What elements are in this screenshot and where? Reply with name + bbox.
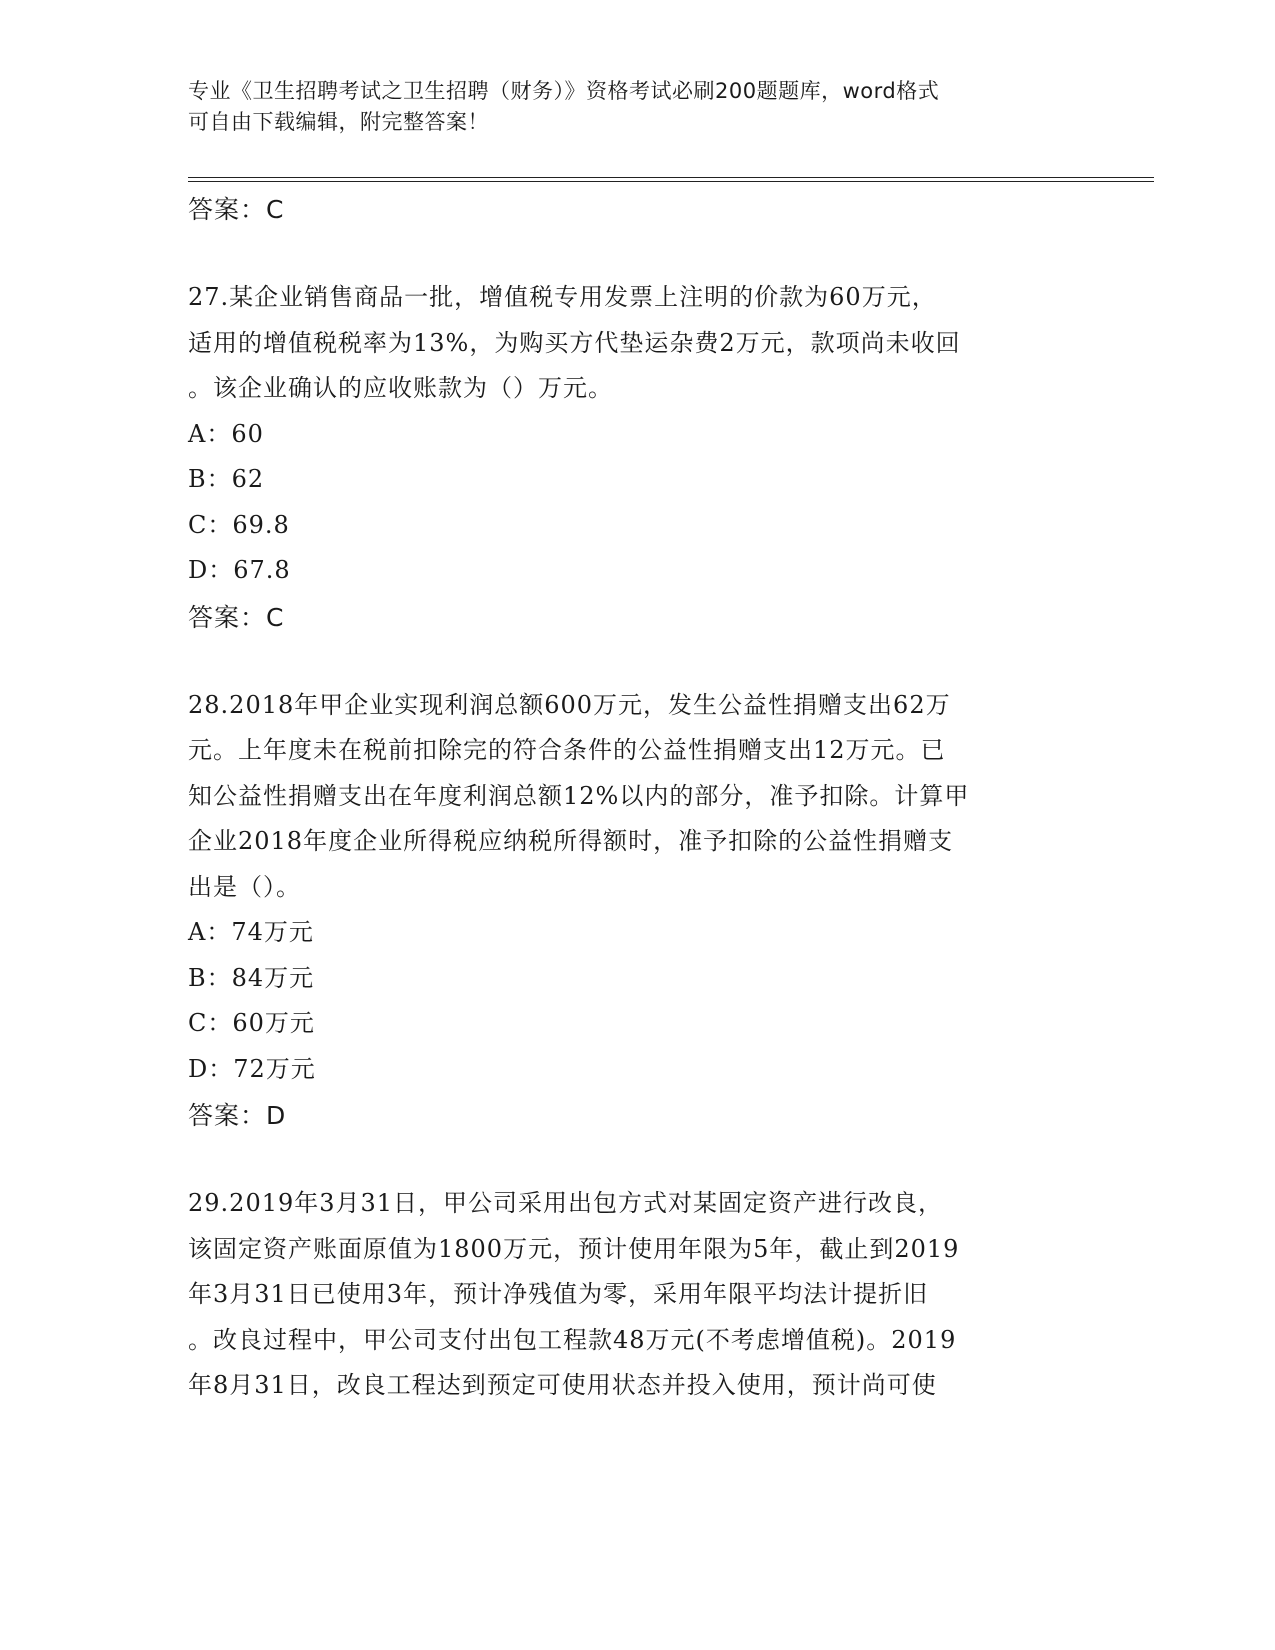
spacer bbox=[188, 230, 1088, 275]
question-text-line: 年3月31日已使用3年，预计净残值为零，采用年限平均法计提折旧 bbox=[188, 1280, 929, 1308]
question-text-line: 27.某企业销售商品一批，增值税专用发票上注明的价款为60万元， bbox=[188, 283, 937, 311]
spacer bbox=[188, 1136, 1088, 1181]
option-b: B：84万元 bbox=[188, 963, 315, 992]
option-b: B：62 bbox=[188, 465, 265, 493]
question-text-line: 该固定资产账面原值为1800万元，预计使用年限为5年，截止到2019 bbox=[188, 1234, 960, 1263]
question-text-line: 29.2019年3月31日，甲公司采用出包方式对某固定资产进行改良， bbox=[188, 1189, 944, 1217]
spacer bbox=[188, 638, 1088, 683]
question-text-line: 出是（）。 bbox=[188, 872, 301, 901]
header-divider bbox=[188, 177, 1154, 182]
question-block bbox=[188, 683, 1088, 1137]
question-text-line: 企业2018年度企业所得税应纳税所得额时，准予扣除的公益性捐赠支 bbox=[188, 827, 954, 855]
option-c: C：69.8 bbox=[188, 510, 290, 539]
document-body bbox=[188, 190, 1088, 1409]
question-text-line: 。改良过程中，甲公司支付出包工程款48万元(不考虑增值税)。2019 bbox=[188, 1325, 957, 1354]
question-text-line: 28.2018年甲企业实现利润总额600万元，发生公益性捐赠支出62万 bbox=[188, 690, 951, 719]
question-text-line: 年8月31日，改良工程达到预定可使用状态并投入使用，预计尚可使 bbox=[188, 1371, 937, 1399]
option-a: A：60 bbox=[188, 419, 264, 448]
question-text-line: 知公益性捐赠支出在年度利润总额12%以内的部分，准予扣除。计算甲 bbox=[188, 781, 970, 810]
question-block bbox=[188, 1181, 1088, 1409]
option-c: C：60万元 bbox=[188, 1009, 315, 1037]
option-d: D：67.8 bbox=[188, 556, 291, 584]
question-text-line: 元。上年度未在税前扣除完的符合条件的公益性捐赠支出12万元。已 bbox=[188, 736, 946, 764]
header-line-1: 专业《卫生招聘考试之卫生招聘（财务）》资格考试必刷200题题库，word格式 bbox=[188, 79, 940, 103]
question-text-line: 。该企业确认的应收账款为（）万元。 bbox=[188, 374, 613, 402]
option-a: A：74万元 bbox=[188, 918, 314, 946]
page-header bbox=[188, 76, 1088, 138]
option-d: D：72万元 bbox=[188, 1054, 316, 1083]
header-line-2: 可自由下载编辑，附完整答案！ bbox=[188, 110, 489, 134]
question-block bbox=[188, 275, 1088, 638]
answer-line: 答案：C bbox=[188, 195, 285, 224]
question-text-line: 适用的增值税税率为13%，为购买方代垫运杂费2万元，款项尚未收回 bbox=[188, 328, 961, 357]
answer-line: 答案：D bbox=[188, 1101, 287, 1130]
answer-line: 答案：C bbox=[188, 602, 285, 632]
